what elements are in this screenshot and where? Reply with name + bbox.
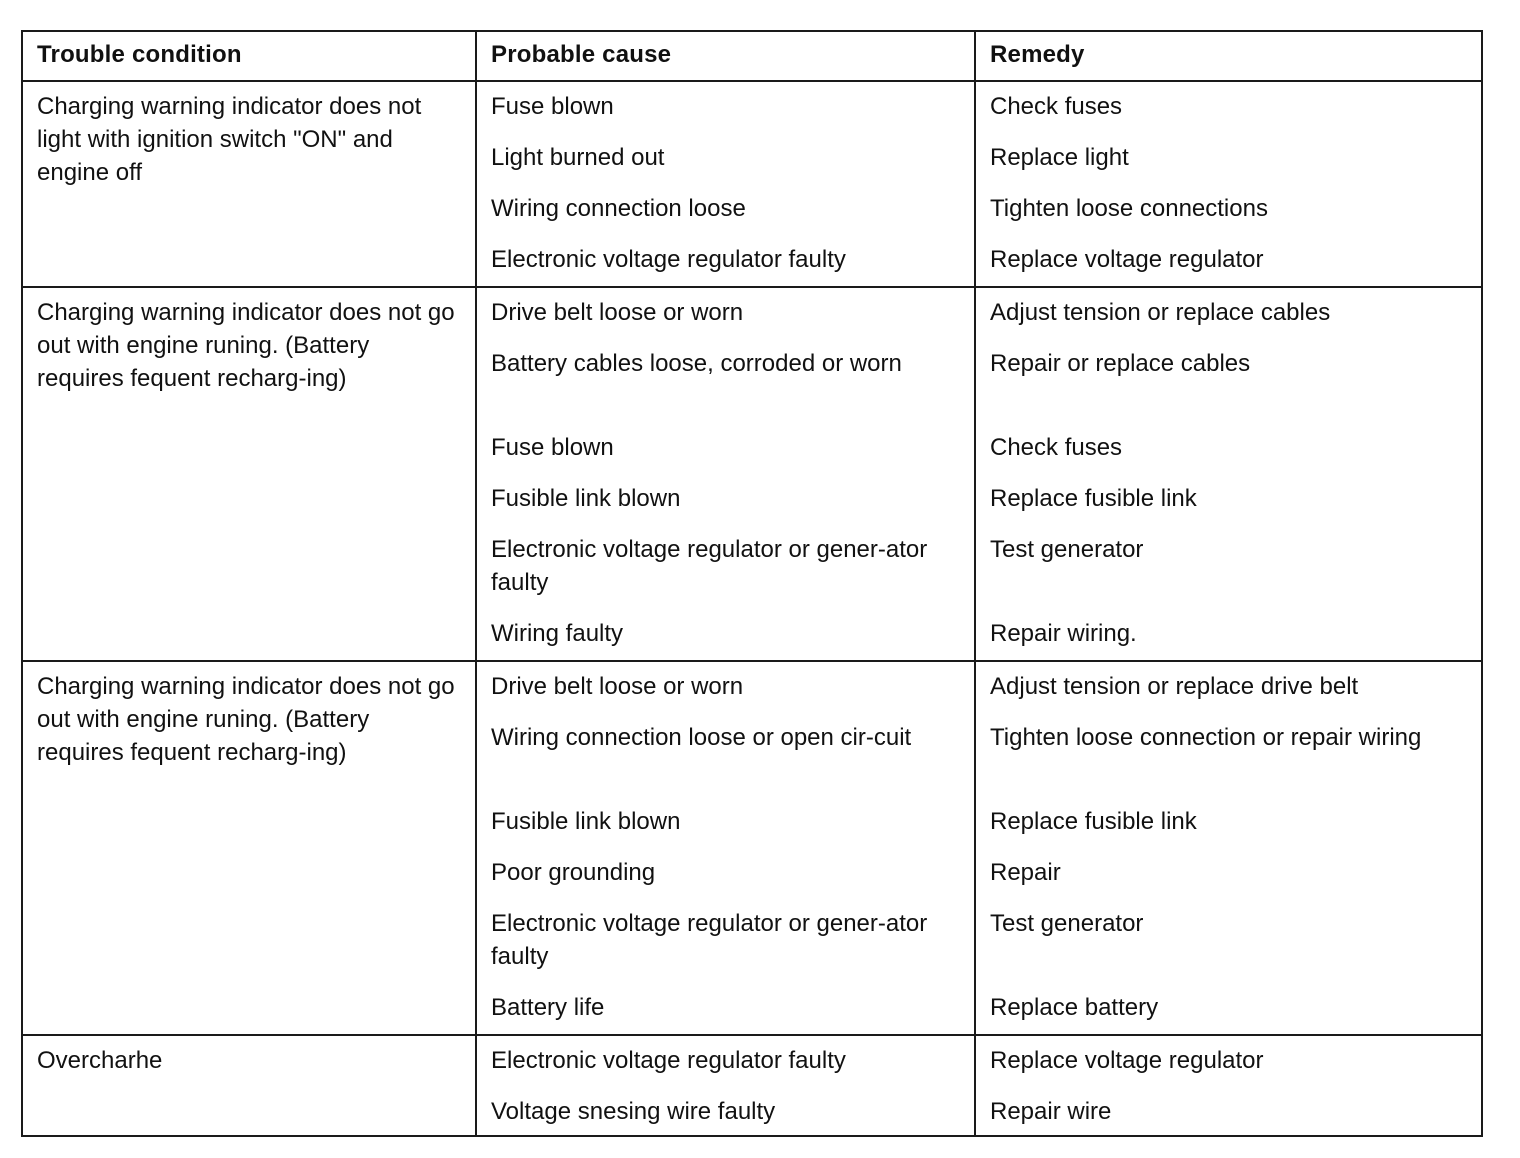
remedy-item: Repair wiring.	[990, 620, 1137, 647]
remedy-item: Adjust tension or replace drive belt	[990, 673, 1359, 700]
remedy-item: Check fuses	[990, 434, 1123, 461]
cause-item: Electronic voltage regulator faulty	[491, 246, 846, 273]
remedy-item: Replace fusible link	[990, 808, 1197, 835]
trouble-condition-text: Charging warning indicator does not go out with engine runing. (Battery requires fequent recharg-ing)	[37, 299, 455, 392]
cause-item: Poor grounding	[491, 859, 656, 886]
trouble-condition-cell	[22, 1035, 476, 1136]
cause-item: Wiring faulty	[491, 620, 624, 647]
document-page	[21, 30, 1481, 1137]
cause-item: Battery cables loose, corroded or worn	[491, 350, 902, 377]
remedy-item: Tighten loose connection or repair wiring	[990, 724, 1422, 751]
cause-item: Wiring connection loose or open cir-cuit	[491, 724, 912, 751]
remedy-item: Repair or replace cables	[990, 350, 1251, 377]
remedy-cell	[975, 287, 1482, 661]
probable-cause-cell	[476, 661, 975, 1035]
cause-item: Electronic voltage regulator or gener-ator faulty	[491, 910, 928, 970]
header-row	[22, 31, 1482, 81]
cause-item: Fuse blown	[491, 434, 614, 461]
header-trouble-condition: Trouble condition	[22, 31, 476, 81]
remedy-item: Test generator	[990, 910, 1144, 937]
cause-item: Wiring connection loose	[491, 195, 746, 222]
trouble-condition-text: Overcharhe	[37, 1047, 163, 1074]
cause-item: Fuse blown	[491, 93, 614, 120]
remedy-item: Replace voltage regulator	[990, 1047, 1264, 1074]
remedy-item: Replace light	[990, 144, 1129, 171]
remedy-cell	[975, 81, 1482, 287]
table-row	[22, 661, 1482, 1035]
header-probable-cause: Probable cause	[476, 31, 975, 81]
remedy-item: Test generator	[990, 536, 1144, 563]
trouble-condition-cell	[22, 81, 476, 287]
remedy-cell	[975, 661, 1482, 1035]
cause-item: Voltage snesing wire faulty	[491, 1098, 776, 1125]
remedy-cell	[975, 1035, 1482, 1136]
trouble-condition-cell	[22, 661, 476, 1035]
table-row	[22, 287, 1482, 661]
remedy-item: Adjust tension or replace cables	[990, 299, 1331, 326]
trouble-condition-text: Charging warning indicator does not light with ignition switch "ON" and engine off	[37, 93, 422, 186]
remedy-item: Replace battery	[990, 994, 1159, 1021]
probable-cause-cell	[476, 287, 975, 661]
troubleshooting-table	[21, 30, 1483, 1137]
trouble-condition-text: Charging warning indicator does not go out with engine runing. (Battery requires fequent recharg-ing)	[37, 673, 455, 766]
cause-item: Electronic voltage regulator or gener-ator faulty	[491, 536, 928, 596]
remedy-item: Repair wire	[990, 1098, 1112, 1125]
cause-item: Fusible link blown	[491, 485, 681, 512]
cause-item: Drive belt loose or worn	[491, 299, 744, 326]
probable-cause-cell	[476, 81, 975, 287]
cause-item: Fusible link blown	[491, 808, 681, 835]
cause-item: Light burned out	[491, 144, 665, 171]
trouble-condition-cell	[22, 287, 476, 661]
remedy-item: Replace fusible link	[990, 485, 1197, 512]
remedy-item: Tighten loose connections	[990, 195, 1268, 222]
remedy-item: Replace voltage regulator	[990, 246, 1264, 273]
probable-cause-cell	[476, 1035, 975, 1136]
cause-item: Drive belt loose or worn	[491, 673, 744, 700]
header-remedy: Remedy	[975, 31, 1482, 81]
table-row	[22, 1035, 1482, 1136]
cause-item: Electronic voltage regulator faulty	[491, 1047, 846, 1074]
cause-item: Battery life	[491, 994, 605, 1021]
table-row	[22, 81, 1482, 287]
remedy-item: Check fuses	[990, 93, 1123, 120]
remedy-item: Repair	[990, 859, 1061, 886]
